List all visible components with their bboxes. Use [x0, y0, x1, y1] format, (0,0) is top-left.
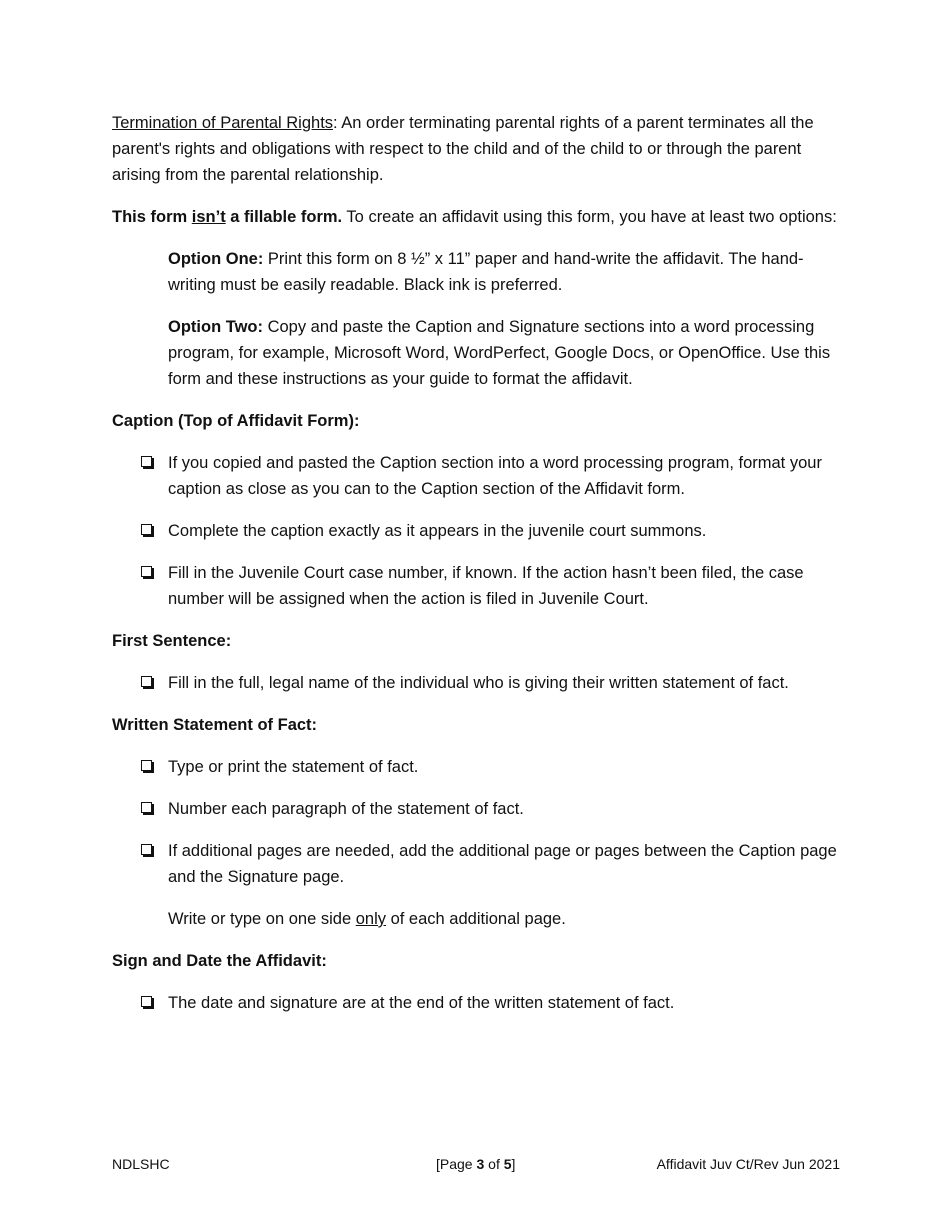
checklist-item	[112, 754, 840, 780]
statement-heading: Written Statement of Fact:	[112, 716, 318, 734]
option-one-text: Print this form on 8 ½” x 11” paper and hand-write the affidavit. The hand-writing must be easily readable. Black ink is preferred.	[168, 250, 804, 294]
checkbox-icon[interactable]	[141, 456, 152, 467]
fillable-notice	[112, 204, 840, 230]
checkbox-icon[interactable]	[141, 802, 152, 813]
page-footer	[112, 1154, 840, 1174]
footer-form-id: Affidavit Juv Ct/Rev Jun 2021	[656, 1156, 840, 1172]
checklist-item-text: Complete the caption exactly as it appears in the juvenile court summons.	[168, 522, 707, 540]
page-number	[436, 1154, 515, 1174]
page-suffix: ]	[511, 1156, 516, 1172]
option-two-text: Copy and paste the Caption and Signature sections into a word processing program, for example, Microsoft Word, WordPerfect, Google Docs, or OpenOffice. Use this form and these instructions as your guide to format the affidavit.	[168, 318, 831, 388]
checklist-item	[112, 450, 840, 502]
tpr-definition	[112, 110, 840, 188]
checklist-item	[112, 670, 840, 696]
checklist-item-text: If additional pages are needed, add the additional page or pages between the Caption page and the Signature page.	[168, 842, 837, 886]
option-one	[112, 246, 840, 298]
notice-text: To create an affidavit using this form, you have at least two options:	[342, 208, 837, 226]
checklist-item-text: Fill in the full, legal name of the individual who is giving their written statement of fact.	[168, 674, 789, 692]
note-underline: only	[355, 910, 386, 928]
option-two	[112, 314, 840, 392]
checklist-item	[112, 838, 840, 890]
note-text-a: Write or type on one side	[168, 910, 356, 928]
page-of: of	[484, 1156, 504, 1172]
option-two-label: Option Two:	[168, 318, 263, 336]
additional-page-note	[112, 906, 840, 932]
checkbox-icon[interactable]	[141, 760, 152, 771]
sign-heading: Sign and Date the Affidavit:	[112, 952, 327, 970]
checkbox-icon[interactable]	[141, 996, 152, 1007]
checklist-item	[112, 796, 840, 822]
notice-bold-underline: isn’t	[191, 208, 226, 226]
checklist-item	[112, 990, 840, 1016]
caption-heading: Caption (Top of Affidavit Form):	[112, 412, 360, 430]
checklist-item-text: Type or print the statement of fact.	[168, 758, 419, 776]
checklist-item	[112, 518, 840, 544]
checkbox-icon[interactable]	[141, 566, 152, 577]
checklist-item-text: Number each paragraph of the statement of fact.	[168, 800, 524, 818]
document-body	[112, 110, 840, 1032]
first-sentence-heading: First Sentence:	[112, 632, 232, 650]
page-total: 5	[503, 1156, 512, 1172]
tpr-definition-text: : An order terminating parental rights of a parent terminates all the parent's rights and obligations with respect to the child and of the child to or through the parent arising from the parental relationship.	[112, 114, 814, 184]
checklist-item-text: The date and signature are at the end of the written statement of fact.	[168, 994, 675, 1012]
tpr-term: Termination of Parental Rights	[112, 114, 334, 132]
note-text-b: of each additional page.	[386, 910, 566, 928]
checklist-item-text: Fill in the Juvenile Court case number, if known. If the action hasn’t been filed, the case number will be assigned when the action is filed in Juvenile Court.	[168, 564, 804, 608]
option-one-label: Option One:	[168, 250, 264, 268]
footer-org: NDLSHC	[112, 1156, 170, 1172]
checkbox-icon[interactable]	[141, 844, 152, 855]
page-current: 3	[476, 1156, 485, 1172]
checklist-item	[112, 560, 840, 612]
checkbox-icon[interactable]	[141, 676, 152, 687]
page-prefix: [Page	[436, 1156, 477, 1172]
checklist-item-text: If you copied and pasted the Caption section into a word processing program, format your caption as close as you can to the Caption section of the Affidavit form.	[168, 454, 822, 498]
checkbox-icon[interactable]	[141, 524, 152, 535]
notice-bold-a: This form	[112, 208, 192, 226]
notice-bold-b: a fillable form.	[225, 208, 343, 226]
